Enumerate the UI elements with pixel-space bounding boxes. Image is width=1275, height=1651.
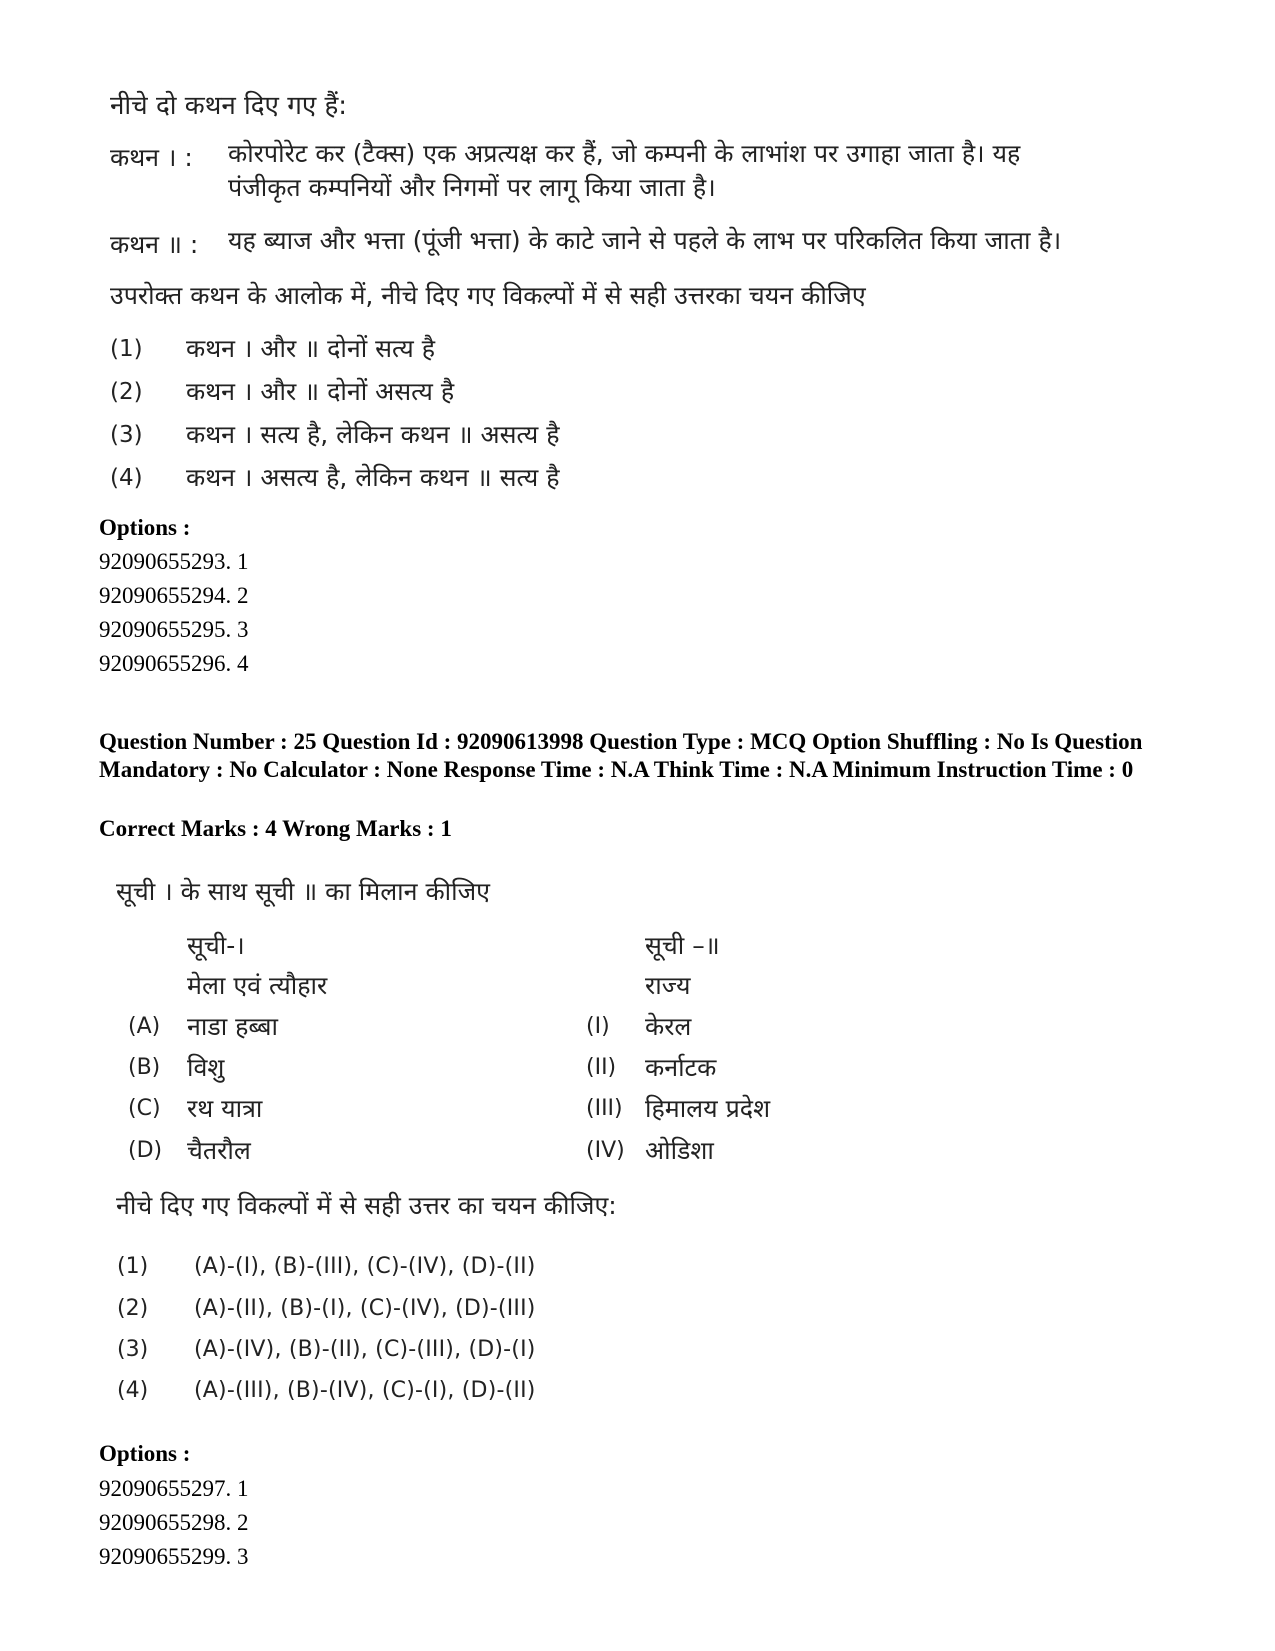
q25-list2-key-iv: (IV): [586, 1138, 625, 1163]
q25-list1-text-c: रथ यात्रा: [187, 1094, 263, 1123]
q25-choice-1-num: (1): [117, 1254, 149, 1279]
q24-prompt: उपरोक्त कथन के आलोक में, नीचे दिए गए विकल्पों में से सही उत्तरका चयन कीजिए: [110, 281, 866, 310]
q25-list1-key-a: (A): [128, 1014, 161, 1039]
q25-list2-key-i: (I): [586, 1014, 610, 1039]
q25-list2-text-iii: हिमालय प्रदेश: [645, 1094, 771, 1123]
q25-list2-title: सूची –॥: [645, 931, 720, 960]
q24-statement2-text: यह ब्याज और भत्ता (पूंजी भत्ता) के काटे जाने से पहले के लाभ पर परिकलित किया जाता है।: [228, 226, 1062, 255]
q25-list2-text-i: केरल: [645, 1012, 692, 1041]
q25-option-1: 92090655297. 1: [99, 1476, 249, 1501]
q25-choice-4-num: (4): [117, 1378, 149, 1403]
q25-list2-text-ii: कर्नाटक: [645, 1053, 717, 1082]
q25-marks: Correct Marks : 4 Wrong Marks : 1: [99, 816, 452, 841]
q24-choice-3-text: कथन । सत्य है, लेकिन कथन ॥ असत्य है: [186, 420, 560, 449]
q24-choice-4-num: (4): [110, 465, 143, 491]
q24-options-title: Options :: [99, 515, 191, 540]
q24-choice-1-text: कथन । और ॥ दोनों सत्य है: [186, 334, 436, 363]
q24-statement1-label: कथन । :: [110, 143, 193, 172]
q25-choice-2-text: (A)-(II), (B)-(I), (C)-(IV), (D)-(III): [194, 1296, 536, 1321]
q25-option-3: 92090655299. 3: [99, 1544, 249, 1569]
q25-list1-text-b: विशु: [187, 1053, 225, 1082]
q24-option-4: 92090655296. 4: [99, 651, 249, 676]
q24-option-1: 92090655293. 1: [99, 549, 249, 574]
q25-choice-2-num: (2): [117, 1296, 149, 1321]
q24-option-3: 92090655295. 3: [99, 617, 249, 642]
q25-list1-key-c: (C): [128, 1096, 161, 1121]
q25-list1-key-b: (B): [128, 1055, 161, 1080]
q24-choice-2-num: (2): [110, 379, 143, 405]
q25-list1-subtitle: मेला एवं त्यौहार: [187, 971, 328, 1000]
q25-choice-1-text: (A)-(I), (B)-(III), (C)-(IV), (D)-(II): [194, 1254, 536, 1279]
q25-choice-3-num: (3): [117, 1337, 149, 1362]
q25-list1-title: सूची-।: [187, 931, 245, 960]
q25-list2-subtitle: राज्य: [645, 971, 691, 1000]
q25-option-2: 92090655298. 2: [99, 1510, 249, 1535]
q24-choice-1-num: (1): [110, 336, 143, 362]
q25-choice-4-text: (A)-(III), (B)-(IV), (C)-(I), (D)-(II): [194, 1378, 536, 1403]
q25-list2-text-iv: ओडिशा: [645, 1136, 714, 1165]
q24-statement1-line1: कोरपोरेट कर (टैक्स) एक अप्रत्यक्ष कर हैं, जो कम्पनी के लाभांश पर उगाहा जाता है। यह: [228, 139, 1021, 168]
q25-list2-key-ii: (II): [586, 1055, 617, 1080]
q25-list1-text-d: चैतरौल: [187, 1136, 251, 1165]
q25-prompt: नीचे दिए गए विकल्पों में से सही उत्तर का चयन कीजिए:: [116, 1191, 617, 1220]
q25-intro: सूची । के साथ सूची ॥ का मिलान कीजिए: [116, 877, 491, 906]
q25-choice-3-text: (A)-(IV), (B)-(II), (C)-(III), (D)-(I): [194, 1337, 536, 1362]
q24-choice-2-text: कथन । और ॥ दोनों असत्य है: [186, 377, 455, 406]
q24-statement2-label: कथन ॥ :: [110, 230, 199, 259]
q24-choice-4-text: कथन । असत्य है, लेकिन कथन ॥ सत्य है: [186, 463, 560, 492]
q25-list1-text-a: नाडा हब्बा: [187, 1012, 278, 1041]
q24-intro: नीचे दो कथन दिए गए हैं:: [110, 91, 348, 121]
q24-option-2: 92090655294. 2: [99, 583, 249, 608]
q24-statement1-line2: पंजीकृत कम्पनियों और निगमों पर लागू किया जाता है।: [228, 173, 716, 202]
q25-list2-key-iii: (III): [586, 1096, 623, 1121]
q25-options-title: Options :: [99, 1441, 191, 1466]
q25-meta: Question Number : 25 Question Id : 92090613998 Question Type : MCQ Option Shuffling : No Is Question Mandatory : No Calculator : None Response Time : N.A Think Time : N.A Minimum Instruction Time : 0: [99, 729, 1143, 782]
q25-list1-key-d: (D): [128, 1138, 163, 1163]
q24-choice-3-num: (3): [110, 422, 143, 448]
